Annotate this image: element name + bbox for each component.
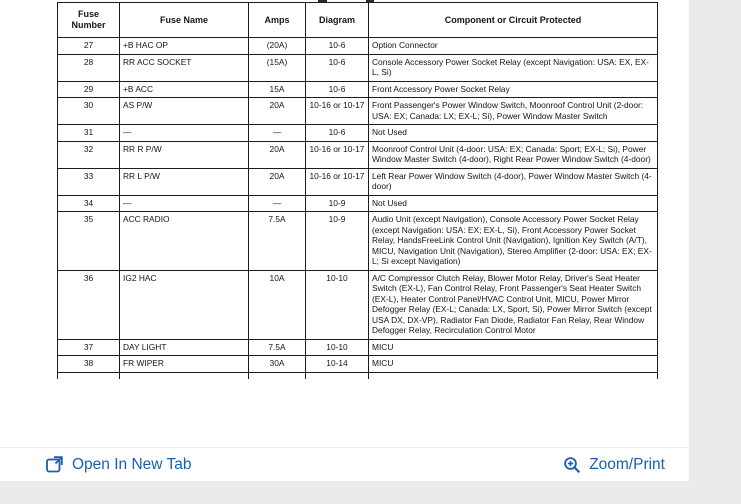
cell-name: — <box>120 195 249 212</box>
cell-diagram: 10-10 <box>306 270 369 339</box>
fuse-table-row <box>58 38 658 55</box>
cell-component: A/C Compressor Clutch Relay, Blower Motor Relay, Driver's Seat Heater Switch (EX-L), Fan Control Relay, Front Passenger's Seat Heater Switch (EX-L), Heater Control Panel/HVAC Control Unit, MICU, Power Mirror Defogger Relay (EX-L; Canada: LX, Sport, Si), Power Mirror Switch (except USA DX, DX-VP), Radiator Fan Diode, Radiator Fan Relay, Rear Window Defogger Relay, Recirculation Control Motor <box>369 270 658 339</box>
cell-name: RR R P/W <box>120 141 249 168</box>
cell-component: Left Rear Power Window Switch (4-door), Power Window Master Switch (4-door) <box>369 168 658 195</box>
header-amps: Amps <box>249 3 306 38</box>
cell-amps: 10A <box>249 270 306 339</box>
fuse-table-row <box>58 81 658 98</box>
cell-amps: 7.5A <box>249 339 306 356</box>
cell-amps: — <box>249 125 306 142</box>
cell-amps: (20A) <box>249 38 306 55</box>
cell-number: 29 <box>58 81 120 98</box>
cell-diagram: 10-16 or 10-17 <box>306 98 369 125</box>
cell-component: Audio Unit (except Navigation), Console Accessory Power Socket Relay (except Navigation: USA: EX; EX-L, Si), Front Accessory Power Socket Relay, HandsFreeLink Control Unit (Navigation), Ignition Key Switch (A/T), MICU, Navigation Unit (Navigation), Stereo Amplifier (2-door: USA: EX; EX-L; Si except Navigation) <box>369 212 658 271</box>
open-in-new-tab-link[interactable] <box>45 455 191 474</box>
fuse-table-header-row <box>58 3 658 38</box>
fuse-table-row <box>58 356 658 373</box>
cell-diagram: 10-6 <box>306 81 369 98</box>
cell-number: 37 <box>58 339 120 356</box>
cell-name: IG2 HAC <box>120 270 249 339</box>
cell-component: Not Used <box>369 195 658 212</box>
viewer-footer <box>0 447 689 481</box>
cell-diagram: 10-6 <box>306 125 369 142</box>
cell-amps: 15A <box>249 81 306 98</box>
cell-amps: (15A) <box>249 54 306 81</box>
cell-number: 33 <box>58 168 120 195</box>
zoom-icon <box>563 456 581 474</box>
zoom-print-link[interactable] <box>563 456 665 474</box>
header-component: Component or Circuit Protected <box>369 3 658 38</box>
header-fuse-number: Fuse Number <box>58 3 120 38</box>
cell-name: DAY LIGHT <box>120 339 249 356</box>
header-fuse-name: Fuse Name <box>120 3 249 38</box>
fuse-table-row <box>58 195 658 212</box>
stub-cell <box>369 372 658 379</box>
stub-cell <box>58 372 120 379</box>
cell-diagram: 10-9 <box>306 212 369 271</box>
fuse-table-row <box>58 339 658 356</box>
fuse-table-row <box>58 54 658 81</box>
cell-diagram: 10-16 or 10-17 <box>306 168 369 195</box>
open-in-new-tab-icon <box>45 455 64 474</box>
cell-name: — <box>120 125 249 142</box>
fuse-table-row <box>58 168 658 195</box>
fuse-table-row <box>58 141 658 168</box>
cell-number: 38 <box>58 356 120 373</box>
cell-diagram: 10-6 <box>306 38 369 55</box>
stub-cell <box>249 372 306 379</box>
open-in-new-tab-label: Open In New Tab <box>72 455 192 473</box>
header-diagram: Diagram <box>306 3 369 38</box>
stub-cell <box>306 372 369 379</box>
cell-number: 35 <box>58 212 120 271</box>
cell-component: Front Passenger's Power Window Switch, Moonroof Control Unit (2-door: USA: EX; Canada: LX; EX-L; Si), Power Window Master Switch <box>369 98 658 125</box>
cell-amps: 20A <box>249 98 306 125</box>
cell-diagram: 10-16 or 10-17 <box>306 141 369 168</box>
cell-number: 32 <box>58 141 120 168</box>
cropped-table-stub-row <box>58 372 658 379</box>
cell-amps: 20A <box>249 141 306 168</box>
fuse-table-row <box>58 125 658 142</box>
fuse-table-row <box>58 212 658 271</box>
cell-number: 30 <box>58 98 120 125</box>
cell-component: Option Connector <box>369 38 658 55</box>
cell-component: Not Used <box>369 125 658 142</box>
cell-amps: — <box>249 195 306 212</box>
cell-diagram: 10-14 <box>306 356 369 373</box>
fuse-table-row <box>58 270 658 339</box>
cell-component: MICU <box>369 339 658 356</box>
fuse-table-body <box>58 38 658 373</box>
cell-name: ACC RADIO <box>120 212 249 271</box>
cell-name: RR L P/W <box>120 168 249 195</box>
cell-diagram: 10-9 <box>306 195 369 212</box>
cell-diagram: 10-6 <box>306 54 369 81</box>
cell-name: RR ACC SOCKET <box>120 54 249 81</box>
fuse-table <box>57 2 658 379</box>
stub-cell <box>120 372 249 379</box>
cell-amps: 20A <box>249 168 306 195</box>
cell-number: 28 <box>58 54 120 81</box>
cell-name: +B ACC <box>120 81 249 98</box>
cell-component: MICU <box>369 356 658 373</box>
cell-number: 34 <box>58 195 120 212</box>
cell-component: Moonroof Control Unit (4-door: USA: EX; Canada: Sport; EX-L; Si), Power Window Master Switch (4-door), Right Rear Power Window Switch (4-door) <box>369 141 658 168</box>
cell-name: +B HAC OP <box>120 38 249 55</box>
fuse-table-row <box>58 98 658 125</box>
cell-diagram: 10-10 <box>306 339 369 356</box>
cell-amps: 7.5A <box>249 212 306 271</box>
zoom-print-label: Zoom/Print <box>589 455 665 473</box>
cell-component: Front Accessory Power Socket Relay <box>369 81 658 98</box>
cell-number: 31 <box>58 125 120 142</box>
cell-component: Console Accessory Power Socket Relay (except Navigation: USA: EX, EX-L, Si) <box>369 54 658 81</box>
cell-number: 27 <box>58 38 120 55</box>
cell-name: AS P/W <box>120 98 249 125</box>
cell-name: FR WIPER <box>120 356 249 373</box>
cell-number: 36 <box>58 270 120 339</box>
cell-amps: 30A <box>249 356 306 373</box>
